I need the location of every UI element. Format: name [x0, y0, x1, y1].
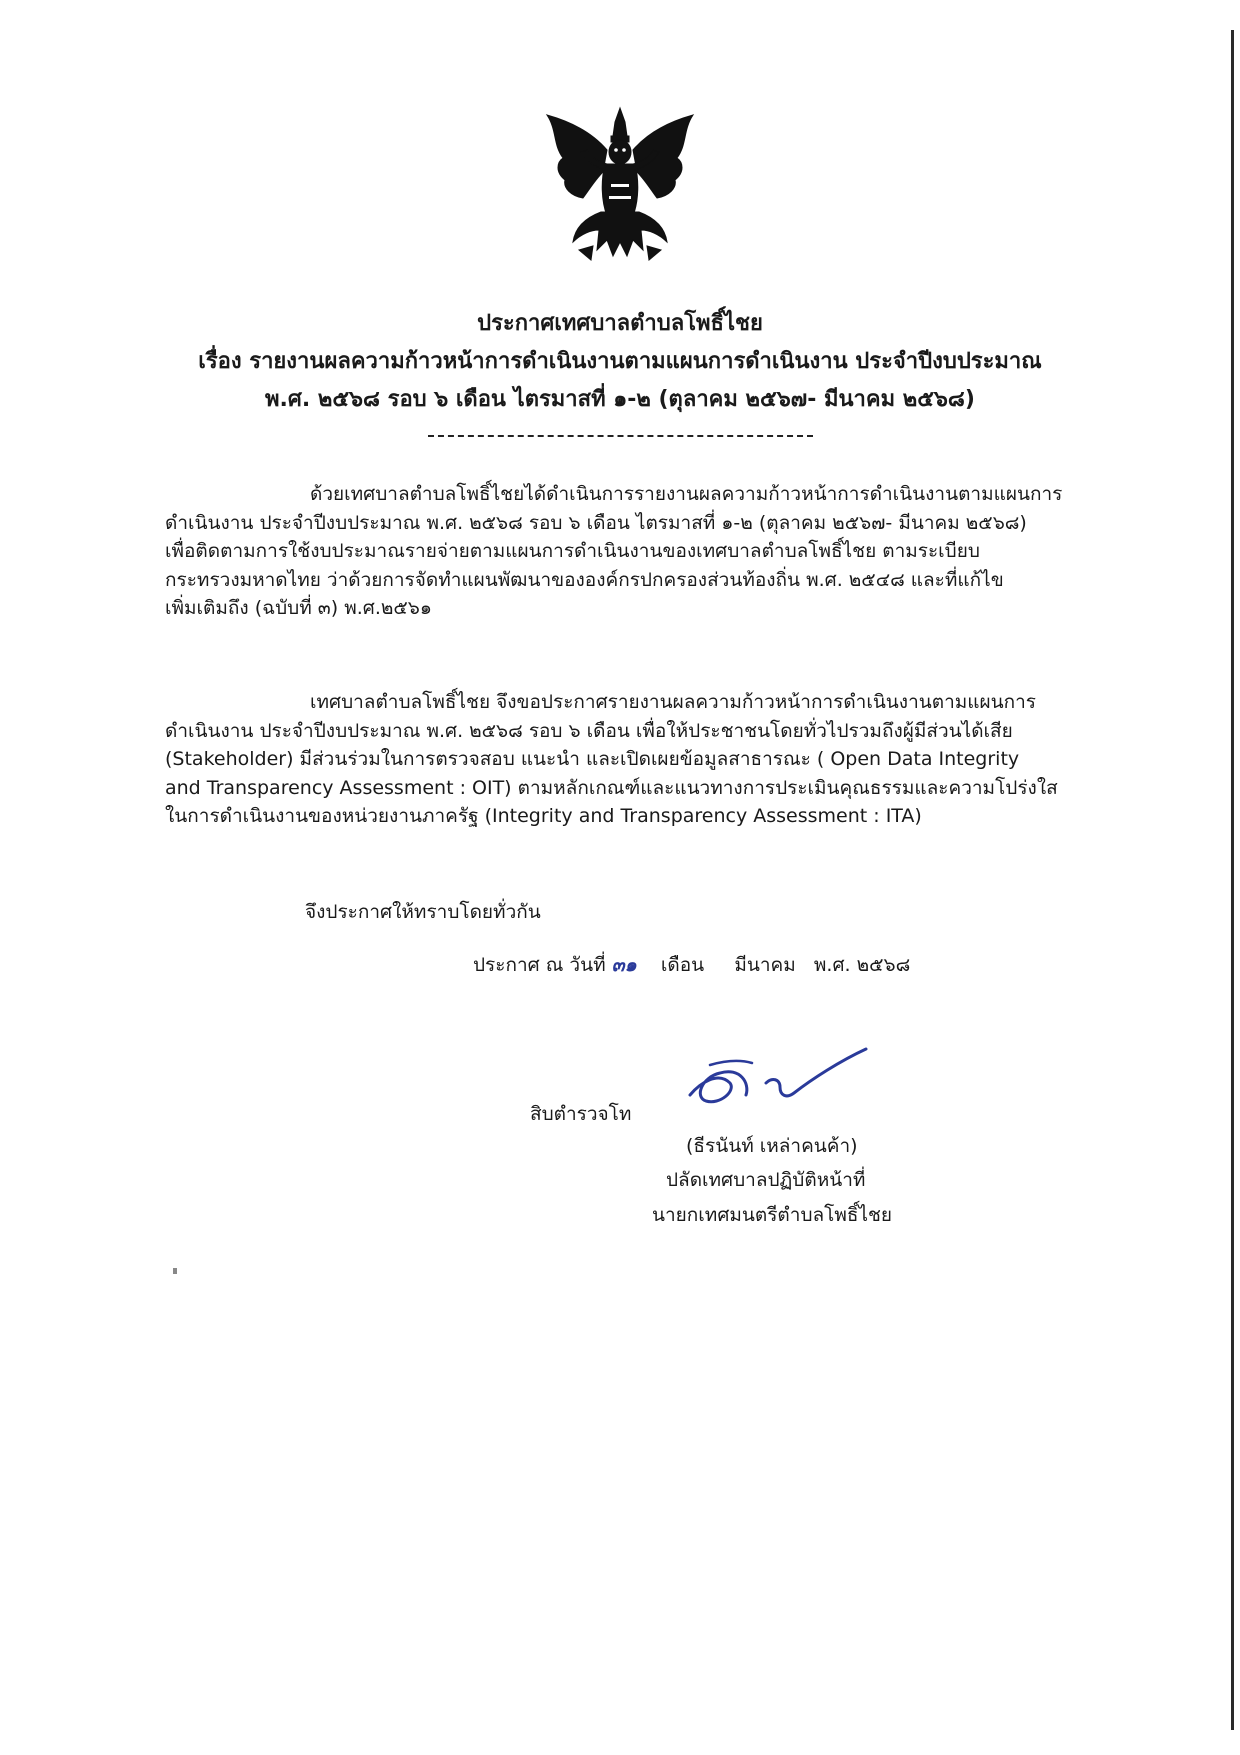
paragraph-2: [165, 688, 1080, 831]
paragraph-line: กระทรวงมหาดไทย ว่าด้วยการจัดทำแผนพัฒนาขององค์กรปกครองส่วนท้องถิ่น พ.ศ. ๒๕๔๘ และที่แก้ไข: [165, 568, 1004, 591]
signatory-name: (ธีรนันท์ เหล่าคนค้า): [686, 1135, 858, 1157]
paragraph-line: ดำเนินงาน ประจำปีงบประมาณ พ.ศ. ๒๕๖๘ รอบ ๖ เดือน ไตรมาสที่ ๑-๒ (ตุลาคม ๒๕๖๗- มีนาคม ๒๕๖๘): [165, 511, 1027, 534]
header-divider: [428, 435, 813, 437]
date-day: ๓๑: [611, 954, 637, 976]
scan-speck: [173, 1268, 177, 1274]
paragraph-line: (Stakeholder) มีส่วนร่วมในการตรวจสอบ แนะนำ และเปิดเผยข้อมูลสาธารณะ ( Open Data Integrity: [165, 748, 1020, 770]
paragraph-line: ด้วยเทศบาลตำบลโพธิ์ไชยได้ดำเนินการรายงานผลความก้าวหน้าการดำเนินงานตามแผนการ: [310, 483, 1063, 505]
signatory-rank: สิบตำรวจโท: [530, 1103, 632, 1125]
garuda-emblem: [535, 100, 705, 270]
signatory-position: ปลัดเทศบาลปฏิบัติหน้าที่: [666, 1169, 866, 1191]
date-prefix: ประกาศ ณ วันที่: [473, 954, 606, 976]
date-month-label: เดือน: [660, 954, 705, 976]
scan-edge-line: [1231, 30, 1234, 1730]
announcement-date: [473, 950, 910, 980]
header-block: [120, 305, 1120, 419]
paragraph-line: เทศบาลตำบลโพธิ์ไชย จึงขอประกาศรายงานผลความก้าวหน้าการดำเนินงานตามแผนการ: [310, 691, 1037, 713]
paragraph-line: ดำเนินงาน ประจำปีงบประมาณ พ.ศ. ๒๕๖๘ รอบ ๖ เดือน เพื่อให้ประชาชนโดยทั่วไปรวมถึงผู้มีส่วนได้เสีย: [165, 719, 1013, 742]
paragraph-1: [165, 480, 1080, 623]
closing-statement: จึงประกาศให้ทราบโดยทั่วกัน: [305, 901, 541, 923]
signatory-position-acting: นายกเทศมนตรีตำบลโพธิ์ไชย: [652, 1204, 893, 1226]
paragraph-line: เพิ่มเติมถึง (ฉบับที่ ๓) พ.ศ.๒๕๖๑: [165, 597, 432, 619]
paragraph-line: ในการดำเนินงานของหน่วยงานภาครัฐ (Integrity and Transparency Assessment : ITA): [165, 805, 922, 827]
date-month: มีนาคม: [734, 954, 796, 976]
handwritten-signature: [680, 1043, 880, 1123]
header-subject: เรื่อง รายงานผลความก้าวหน้าการดำเนินงานตามแผนการดำเนินงาน ประจำปีงบประมาณ: [198, 349, 1042, 374]
header-title: ประกาศเทศบาลตำบลโพธิ์ไชย: [477, 311, 763, 336]
paragraph-line: and Transparency Assessment : OIT) ตามหลักเกณฑ์และแนวทางการประเมินคุณธรรมและความโปร่งใส: [165, 776, 1058, 799]
date-year: พ.ศ. ๒๕๖๘: [813, 954, 911, 976]
paragraph-line: เพื่อติดตามการใช้งบประมาณรายจ่ายตามแผนการดำเนินงานของเทศบาลตำบลโพธิ์ไชย ตามระเบียบ: [165, 540, 980, 562]
header-period: พ.ศ. ๒๕๖๘ รอบ ๖ เดือน ไตรมาสที่ ๑-๒ (ตุลาคม ๒๕๖๗- มีนาคม ๒๕๖๘): [265, 387, 975, 412]
